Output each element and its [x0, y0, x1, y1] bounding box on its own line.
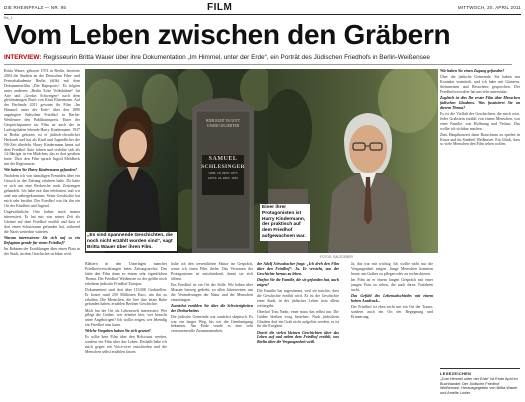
answer-text: Mich hat der Ort als Lebenswelt interessiert: Wer pflegt die Gräber, wer arbeitet hier, wer besucht seine Angehörigen? Ich wollte zeigen, wie lebendig ein Friedhof sein kann.	[85, 308, 167, 328]
answer-text: Ja, das war mir wichtig. Ich wollte nicht nur die Vergangenheit zeigen. Junge Menschen kommen heute, um Gräber zu pflegen oder zu recherchieren.	[351, 262, 433, 276]
tombstone-name: SAMUEL	[208, 156, 238, 162]
newspaper-name: DIE RHEINPFALZ — NR. 95	[4, 5, 67, 10]
answer-text: Es sollte kein Film über den Holocaust werden, sondern ein Film über das Leben. Deshalb habe ich mich gegen ein Voice-over entschieden und die Menschen selbst erzählen lassen.	[85, 335, 167, 355]
answer-text: Im Rahmen der Erzählungen über einen Platz in der Stadt, an dem Geschichte sichtbar wird.	[4, 246, 80, 256]
question-text: Welche Vorgaben haben Sie sich gesetzt?	[85, 329, 151, 334]
question-text: Wie haben Sie Harry Kindermann gefunden?	[4, 168, 78, 173]
answer-text: Dokumentiert sind dort über 115.000 Grabstellen. Er kostet rund 250 Millionen Euro, um ihn zu erhalten. Die Menschen, die hier ihre letzte Ruhe gefunden haben, erzählen Berliner Geschichte.	[85, 287, 167, 307]
question-text: Warum interessieren Sie sich auf so ein Refugium gerade für einen Friedhof?	[4, 235, 80, 245]
answer-text: Im Film ist er einem langen Gespräch mit einer jungen Frau zu sehen, die nach ihren Vorfahren sucht.	[351, 277, 433, 292]
subline-divider	[4, 64, 512, 65]
tombstone-line: UNSER GELIEBTER	[206, 124, 240, 128]
subline-text: Regisseurin Britta Wauer über ihre Dokumentation „Im Himmel, unter der Erde“, ein Porträt des Jüdischen Friedhofs in Berlin-Weißensee	[43, 54, 430, 61]
article-subline	[4, 54, 504, 62]
info-box	[440, 368, 520, 398]
intro-text: Britta Wauer, geboren 1974 in Berlin, bereitete 2004 die Studien an der Deutschen Film- und Fernsehakademie Berlin (dffb) mit dem Dokumentarfilm „Die Rapoports“. Es folgten unter anderem „Berlin Ecke Volksbühne“ für Arte und „Gerdas Schweigen“ nach dem gleichnamigen Buch von Knut Elstermann. Auf der Berlinale 2011 gewann ihr Film „Im Himmel, unter der Erde“ über den 1880 angelegten Jüdischen Friedhof in Berlin-Weißensee den Publikumspreis. Einer der Gesprächspartner im Film ist auch der in Ludwigshafen lebende Harry Kindermann. 1927 in Berlin geboren, ist er jüdisch-christlicher Herkunft und hat als Kind und Jugendlicher die NS-Zeit überlebt. Harry Kindermann kennt auf dem Friedhof Auto fahren und verlebte sich als 14-Jähriger in ein Mädchen, das er dort gesehen hatte. Über den Film sprach Ingrid Mehlbeck mit der Regisseurin.	[4, 69, 80, 167]
info-box-label: LESEZEICHEN	[440, 371, 472, 376]
tombstone-line: GEB. 18. NOV. 1873	[208, 171, 238, 175]
answer-text: Die jüdische Gemeinde war zunächst skeptisch. Es war ein langer Weg, bis wir die Genehmigung bekamen. Am Ende wurde es eine sehr vertrauensvolle Zusammenarbeit.	[171, 314, 253, 334]
info-box-text: „Zum Himmel unter der Erde“ ist Ende April im Buchhandel: Der Jüdische Friedhof Weißensee, Herausgegeben von Britta Wauer und Amélie Losier.	[440, 377, 518, 396]
answer-text: Die Familie hat zugestimmt, weil sie möchte, dass die Geschichte erzählt wird. Es ist die Geschichte einer Stadt, in der jüdisches Leben trotz allem weitergeht.	[257, 288, 339, 308]
answer-text: Der Friedhof ist eben nicht nur ein Ort der Trauer, sondern auch ein Ort der Begegnung und Erinnerung.	[351, 304, 433, 319]
answer-text: Blättern in den Unterlagen mancher Friedhofsverwaltungen beim Zeitungsarchiv. Das hätte den Film dann zu einem sehr eigentlichen Thema. Der Friedhof Weißensee ist der größte noch erhaltene jüdische Friedhof Europas.	[85, 262, 167, 286]
tombstone-line: GEST. 24. DEZ. 1932	[207, 176, 239, 180]
photo-credit: FOTOS: SALZGEBER	[320, 255, 353, 259]
tombstone-name: SCHLESINGER	[201, 164, 245, 170]
answer-text: Oberhof Trau Nadir, einer muss das selbst tun. Die Gräber bleiben ewig bestehen. Nach jüdischem Glauben darf ein Grab nicht aufgelöst werden, es ist für die Ewigkeit.	[257, 309, 339, 329]
question-text: Wie haben Sie einen Zugang gefunden?	[440, 69, 505, 73]
column-3	[171, 262, 253, 399]
page-marker: Ra_1	[4, 16, 13, 20]
photo-caption-protagonist: Einer ihrer Protagonisten ist Harry Kindermann, der praktisch auf dem Friedhof aufgewachsen war.	[260, 204, 310, 241]
answer-text: Über die jüdische Gemeinde. Sie haben mir Kontakte vermittelt, und ich habe mit Gärtnern, Steinmetzen und Besuchern gesprochen. Der Friedhofsverwalter hat uns sehr unterstützt.	[440, 75, 520, 94]
column-5	[351, 262, 433, 399]
subline-kicker: INTERVIEW:	[4, 54, 42, 61]
question-text: Dürfen Sie die Familie, die sie gefunden hat, auch zeigen?	[257, 277, 339, 287]
answer-text: Es ist die Vielfalt der Geschichten, die mich reizt. Jeder Grabstein erzählt von einem Menschen, von einer Familie, von Hoffnung und Verlust. Das wollte ich sichtbar machen.	[440, 111, 520, 131]
question-text: Durch die vielen kleinen Geschichten über das Leben auf und neben dem Friedhof erzählt, was Berlin über die Vergangenheit weiß.	[257, 330, 339, 345]
question-text: Zugleich ist dies Ihr erster Film über Menschen jüdischen Glaubens. Was faszinieret Sie an diesem Thema?	[440, 95, 520, 110]
answer-text: Ein Friedhof ist ein Ort der Stille. Wir haben über Monate hinweg gedreht, zu allen Jahreszeiten, um die Veränderungen der Natur und der Menschen einzufangen.	[171, 282, 253, 302]
issue-date: MITTWOCH, 20. APRIL 2011	[457, 5, 521, 10]
column-6	[440, 69, 520, 365]
question-text: Zunächst erzählen Sie über die Schwierigkeiten der Dreharbeiten.	[171, 303, 253, 313]
photo-caption-director: „Es sind spannende Geschichten, die noch nicht erzählt worden sind“, sagt Britta Wauer über ihren Film.	[86, 232, 177, 251]
answer-text: Nachdem ich von damaligen Freunden über ein Gesuch in der Zeitung erfahren habe. Da hatte es sich um eine Recherche nach Zeitzeugen gehandelt. Ich habe mit ihm telefoniert und wir sind uns nähergekommen. Seine Geschichte hat mich sehr berührt. Der Friedhof war für ihn ein Ort der Kindheit und Jugend.	[4, 174, 80, 208]
photo-tombstone	[178, 69, 268, 253]
answer-text: halte ich den wesentlichen Faktor im Gespräch, wenn ich einen Film drehe. Das Vertrauen der Protagonisten ist entscheidend, damit sie sich öffnen.	[171, 262, 253, 281]
column-2	[85, 262, 167, 399]
question-text: der Adolf Schwabacher fragt: „Ich dreh den Film über den Friedhof“. Ja. Er versteht, aus der Geschichte heraus zu leben.	[257, 262, 339, 276]
section-title: FILM	[207, 2, 233, 13]
page-header	[4, 3, 521, 15]
tombstone-line: HIER RUHT IN GOTT	[205, 119, 241, 123]
director-portrait-image	[85, 69, 178, 253]
column-intro	[4, 69, 80, 399]
column-4	[257, 262, 339, 399]
answer-text: Ungewöhnliche Orte haben mich immer interessiert. Er hat mir von seiner Zeit als Gärtner auf dem Friedhof erzählt und dass er dort einen Schutzraum gefunden hat, während die Nazis weiterhin wüteten.	[4, 209, 80, 234]
photo-director	[85, 69, 178, 253]
question-text: Das Gefühl des Lebensabschiedes mit einem hohen Ausdruck...	[351, 293, 433, 303]
answer-text: Zum Hauptkonzert dann Brauchtum zu spielen in Kinos und im Stadtteil Weißensee. Ein Glück, dass so viele Menschen den Film sehen wollen.	[440, 132, 520, 147]
page-title: Vom Leben zwischen den Gräbern	[4, 19, 451, 50]
